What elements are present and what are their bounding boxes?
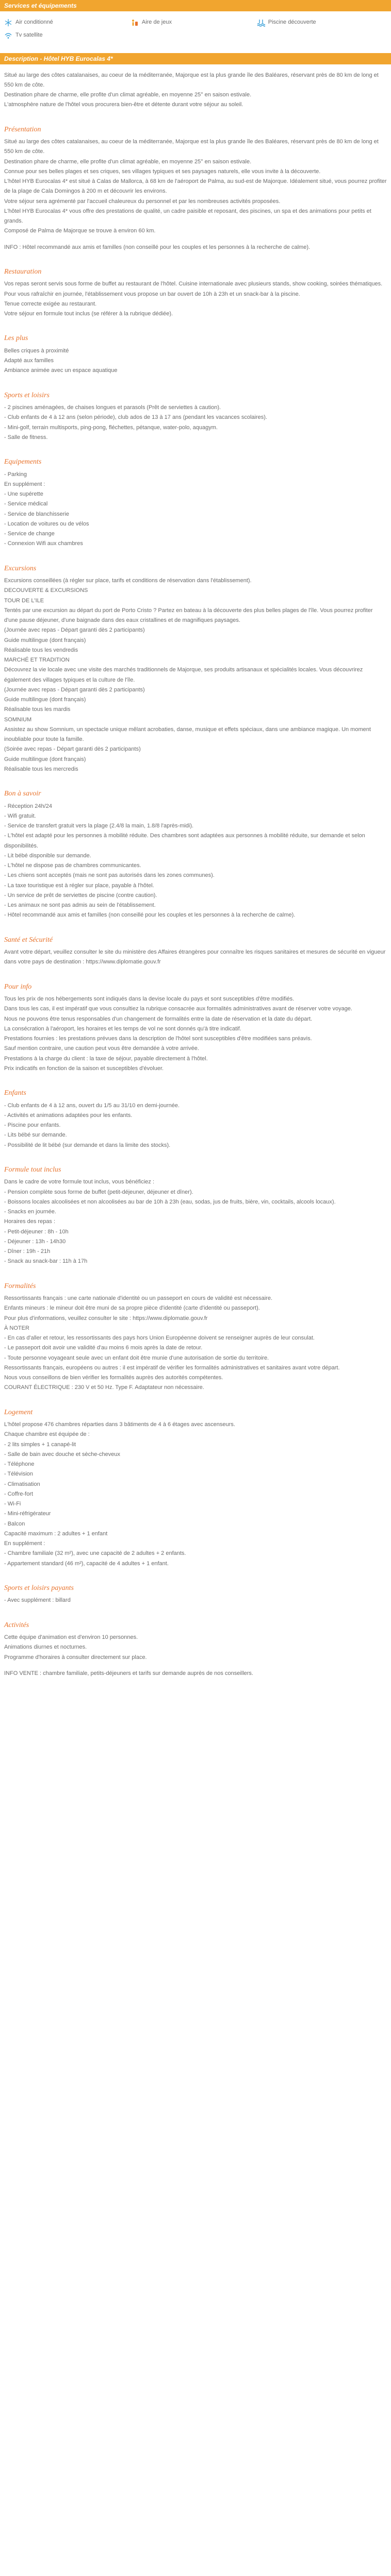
section-text: Guide multilingue (dont français) (4, 756, 86, 762)
section-text: (Soirée avec repas - Départ garanti dès 2 participants) (4, 746, 141, 753)
section-text: Connue pour ses belles plages et ses criques, ses villages typiques et ses paysages naturels, elle vous invite à la découverte. (4, 168, 321, 175)
section-text: - Club enfants de 4 à 12 ans (selon période), club ados de 13 à 17 ans (pendant les vacances scolaires). (4, 414, 267, 421)
section-text: Ambiance animée avec un espace aquatique (4, 367, 118, 374)
section-heading: Santé et Sécurité (4, 936, 53, 944)
section-heading: Excursions (4, 564, 37, 572)
service-label: Aire de jeux (141, 19, 172, 25)
description-content (0, 71, 391, 1685)
section-heading: Sports et loisirs payants (4, 1584, 74, 1592)
service-item (4, 18, 131, 27)
section-text: Assistez au show Somnium, un spectacle unique mêlant acrobaties, danse, musique et effets spéciaux, dans une ambiance magique. Un moment inoubliable pour toute la famille. (4, 726, 371, 742)
section-text: - L'hôtel ne dispose pas de chambres communicantes. (4, 862, 141, 869)
section-text: En supplément : (4, 1540, 45, 1547)
section-text: L'hôtel HYB Eurocalas 4* vous offre des prestations de qualité, un cadre paisible et reposant, des piscines, un spa et des animations pour petits et grands. (4, 208, 371, 224)
section-text: Destination phare de charme, elle profite d'un climat agréable, en moyenne 25° en saison estivale. (4, 92, 252, 98)
section-text: - Service de change (4, 531, 55, 537)
section-heading: Logement (4, 1408, 33, 1416)
section-text: Tentés par une excursion au départ du port de Porto Cristo ? Partez en bateau à la découverte des plus belles plages de l'île. Vous pourrez profiter d'une pause déjeuner, d'une baignade dans des eaux cristallines et de magnifiques paysages. (4, 607, 373, 623)
section-text: - Chambre familiale (32 m²), avec une capacité de 2 adultes + 2 enfants. (4, 1550, 186, 1557)
service-item (257, 18, 383, 27)
section-text: - 2 lits simples + 1 canapé-lit (4, 1441, 76, 1448)
section-heading: Présentation (4, 125, 41, 133)
section-spacer (4, 110, 387, 116)
section-spacer (4, 921, 387, 927)
section-text: Destination phare de charme, elle profite d'un climat agréable, en moyenne 25° en saison estivale. (4, 158, 252, 165)
section-heading: Pour info (4, 982, 32, 991)
pool-icon (257, 19, 265, 27)
section-text: Vos repas seront servis sous forme de buffet au restaurant de l'hôtel. Cuisine internationale avec plusieurs stands, show cooking, soirées thématiques. (4, 281, 383, 287)
snowflake-icon (4, 19, 12, 27)
section-text: En supplément : (4, 481, 45, 487)
section-text: - Les chiens sont acceptés (mais ne sont pas autorisés dans les zones communes). (4, 872, 215, 879)
section-spacer (4, 968, 387, 974)
section-heading: Restauration (4, 267, 42, 276)
section-spacer (4, 1606, 387, 1612)
section-text: - Toute personne voyageant seule avec un enfant doit être munie d'une autorisation de sortie du territoire. (4, 1354, 269, 1361)
description-title: Description - Hôtel HYB Eurocalas 4* (0, 53, 391, 64)
play-area-icon (131, 19, 139, 27)
section-heading: Les plus (4, 334, 28, 343)
section-text: - La taxe touristique est à régler sur place, payable à l'hôtel. (4, 882, 154, 889)
section-text: - Pension complète sous forme de buffet (petit-déjeuner, déjeuner et dîner). (4, 1189, 193, 1195)
section-text: - Location de voitures ou de vélos (4, 520, 89, 527)
section-text: - Mini-golf, terrain multisports, ping-pong, fléchettes, pétanque, water-polo, aquagym. (4, 424, 218, 431)
section-text: - Snack au snack-bar : 11h à 17h (4, 1258, 88, 1265)
service-label: Piscine découverte (268, 19, 316, 25)
section-text: DECOUVERTE & EXCURSIONS (4, 587, 88, 594)
section-heading: Formule tout inclus (4, 1165, 61, 1174)
section-spacer (4, 443, 387, 449)
section-text: Découvrez la vie locale avec une visite des marchés traditionnels de Majorque, ses produits artisanaux et spécialités locales. Vous découvrirez également des villages typiques et la culture de l'île. (4, 667, 363, 683)
section-text: - Piscine pour enfants. (4, 1122, 61, 1128)
section-text: Prestations à la charge du client : la taxe de séjour, payable directement à l'hôtel. (4, 1055, 208, 1062)
section-text: - 2 piscines aménagées, de chaises longues et parasols (Prêt de serviettes à caution). (4, 404, 221, 411)
section-text: - Appartement standard (46 m²), capacité de 4 adultes + 1 enfant. (4, 1560, 169, 1567)
section-text: - Téléphone (4, 1461, 35, 1467)
wifi-icon (4, 31, 12, 40)
section-spacer (4, 236, 387, 243)
section-text: (Journée avec repas - Départ garanti dès 2 participants) (4, 686, 145, 693)
section-text: La consécration à l'aéroport, les horaires et les temps de vol ne sont donnés qu'à titre indicatif. (4, 1025, 241, 1032)
section-text: - L'hôtel est adapté pour les personnes à mobilité réduite. Des chambres sont adaptées aux personnes à mobilité réduite, sur demande et selon disponibilités. (4, 833, 365, 849)
section-heading: Formalités (4, 1282, 36, 1290)
section-text: - Service de transfert gratuit vers la plage (2.4/8 la main, 1.8/8 l'après-midi). (4, 823, 194, 829)
section-text: Tous les prix de nos hébergements sont indiqués dans la devise locale du pays et sont susceptibles d'être modifiés. (4, 996, 295, 1002)
section-text: - Coffre-fort (4, 1490, 34, 1497)
section-text: Excursions conseillées (à régler sur place, tarifs et conditions de réservation dans l'établissement). (4, 578, 252, 584)
section-text: Horaires des repas : (4, 1218, 56, 1225)
section-text: - Lit bébé disponible sur demande. (4, 852, 91, 859)
section-text: - Un service de prêt de serviettes de piscine (contre caution). (4, 892, 157, 899)
section-text: Tenue correcte exigée au restaurant. (4, 300, 97, 307)
service-label: Tv satellite (15, 32, 43, 39)
section-text: - Réception 24h/24 (4, 803, 52, 809)
section-text: Nous ne pouvons être tenus responsables d'un changement de formalités entre la date de réservation et la date du départ. (4, 1015, 313, 1022)
section-text: - Balcon (4, 1520, 25, 1527)
section-text: - Une supérette (4, 491, 43, 497)
services-list (0, 18, 391, 44)
section-text: Pour vous rafraîchir en journée, l'établissement vous propose un bar ouvert de 10h à 23h et un snack-bar à la piscine. (4, 291, 300, 297)
section-text: Programme d'horaires à consulter directement sur place. (4, 1654, 147, 1660)
section-spacer (4, 1150, 387, 1157)
section-text: - Wifi gratuit. (4, 812, 36, 819)
section-text: MARCHÉ ET TRADITION (4, 657, 70, 663)
section-heading: Equipements (4, 458, 42, 466)
section-text: - Dîner : 19h - 21h (4, 1248, 51, 1255)
section-spacer (4, 1569, 387, 1575)
section-spacer (4, 1267, 387, 1273)
section-text: Prix indicatifs en fonction de la saison et susceptibles d'évoluer. (4, 1065, 164, 1072)
section-text: Guide multilingue (dont français) (4, 697, 86, 703)
section-text: Votre séjour sera agrémenté par l'accueil chaleureux du personnel et par les nombreuses activités proposées. (4, 198, 281, 205)
section-text: Prestations fournies : les prestations prévues dans la description de l'hôtel sont susceptibles d'être modifiées sans préavis. (4, 1036, 312, 1042)
section-spacer (4, 1663, 387, 1669)
section-heading: Sports et loisirs (4, 391, 50, 399)
section-text: INFO VENTE : chambre familiale, petits-déjeuners et tarifs sur demande auprès de nos conseillers. (4, 1670, 253, 1676)
section-spacer (4, 1679, 387, 1685)
service-item (131, 18, 257, 27)
section-text: - Service de blanchisserie (4, 511, 69, 517)
section-text: - Hôtel recommandé aux amis et familles (non conseillé pour les couples et les personnes à la recherche de calme). (4, 912, 296, 919)
section-text: TOUR DE L'ILE (4, 597, 44, 604)
section-text: - Petit-déjeuner : 8h - 10h (4, 1228, 69, 1235)
section-text: Dans tous les cas, il est impératif que vous consultiez la rubrique consacrée aux formalités administratives avant de réserver votre voyage. (4, 1006, 352, 1012)
section-text: - Connexion Wifi aux chambres (4, 540, 83, 547)
section-text: (Journée avec repas - Départ garanti dès 2 participants) (4, 627, 145, 634)
section-text: Avant votre départ, veuillez consulter le site du ministère des Affaires étrangères pour connaître les risques sanitaires et mesures de sécurité en vigueur dans votre pays de destination : https://www.diplomatie.gouv.fr (4, 949, 386, 965)
service-label: Air conditionné (15, 19, 53, 25)
section-text: Réalisable tous les mardis (4, 706, 71, 713)
section-text: - Avec supplément : billard (4, 1597, 71, 1604)
section-text: - Boissons locales alcoolisées et non alcoolisées au bar de 10h à 23h (eau, sodas, jus de fruits, bière, vin, cocktails, alcools locaux). (4, 1198, 336, 1205)
section-text: À NOTER (4, 1325, 29, 1331)
section-spacer (4, 376, 387, 382)
section-text: SOMNIUM (4, 716, 32, 723)
section-spacer (4, 319, 387, 325)
section-text: - Club enfants de 4 à 12 ans, ouvert du 1/5 au 31/10 en demi-journée. (4, 1102, 180, 1109)
section-text: Enfants mineurs : le mineur doit être muni de sa propre pièce d'identité (carte d'identité ou passeport). (4, 1305, 260, 1312)
section-text: Belles criques à proximité (4, 347, 69, 354)
section-spacer (4, 252, 387, 259)
section-text: Ressortissants français, européens ou autres : il est impératif de vérifier les formalités administratives et sanitaires avant votre départ. (4, 1364, 340, 1371)
section-text: L'hôtel HYB Eurocalas 4* est situé à Calas de Mallorca, à 68 km de l'aéroport de Palma, au sud-est de Majorque. Idéalement situé, vous pourrez profiter de la plage de Cala Domingos à 200 m et découvrir les environs. (4, 178, 387, 195)
section-text: COURANT ÉLECTRIQUE : 230 V et 50 Hz. Type F. Adaptateur non nécessaire. (4, 1384, 204, 1391)
section-text: Nous vous conseillons de bien vérifier les formalités auprès des autorités compétentes. (4, 1375, 223, 1381)
section-text: - Lits bébé sur demande. (4, 1132, 67, 1139)
section-text: - Snacks en journée. (4, 1209, 56, 1215)
section-heading: Activités (4, 1621, 29, 1629)
section-text: - Déjeuner : 13h - 14h30 (4, 1238, 66, 1245)
section-text: Situé au large des côtes catalanaises, au coeur de la méditerranée, Majorque est la plus grande île des Baléares, réservant près de 80 km de long et 550 km de côte. (4, 72, 379, 88)
section-text: Réalisable tous les vendredis (4, 647, 78, 653)
service-item (4, 30, 131, 40)
section-text: - Salle de fitness. (4, 434, 48, 440)
section-text: - Service médical (4, 501, 48, 507)
section-text: Chaque chambre est équipée de : (4, 1431, 90, 1438)
section-text: - Le passeport doit avoir une validité d'au moins 6 mois après la date de retour. (4, 1345, 203, 1351)
section-heading: Enfants (4, 1089, 26, 1097)
section-text: L'hôtel propose 476 chambres réparties dans 3 bâtiments de 4 à 6 étages avec ascenseurs. (4, 1421, 235, 1428)
section-text: L'atmosphère nature de l'hôtel vous procurera bien-être et détente durant votre séjour au soleil. (4, 101, 243, 108)
section-text: Cette équipe d'animation est d'environ 10 personnes. (4, 1634, 138, 1640)
section-text: Votre séjour en formule tout inclus (se référer à la rubrique dédiée). (4, 311, 173, 317)
section-heading: Bon à savoir (4, 790, 41, 798)
services-title: Services et équipements (0, 0, 391, 11)
section-text: - En cas d'aller et retour, les ressortissants des pays hors Union Européenne doivent se renseigner auprès de leur consulat. (4, 1335, 315, 1341)
section-text: - Wi-Fi (4, 1501, 21, 1507)
section-spacer (4, 774, 387, 781)
section-text: Réalisable tous les mercredis (4, 766, 78, 772)
section-text: Composé de Palma de Majorque se trouve à environ 60 km. (4, 228, 156, 234)
section-text: - Télévision (4, 1471, 34, 1478)
section-text: - Salle de bain avec douche et sèche-cheveux (4, 1451, 121, 1458)
section-text: - Activités et animations adaptées pour les enfants. (4, 1112, 133, 1118)
section-text: Dans le cadre de votre formule tout inclus, vous bénéficiez : (4, 1179, 155, 1185)
section-text: Adapté aux familles (4, 358, 54, 364)
section-text: Ressortissants français : une carte nationale d'identité ou un passeport en cours de validité est nécessaire. (4, 1295, 273, 1301)
section-text: - Possibilité de lit bébé (sur demande et dans la limite des stocks). (4, 1142, 171, 1148)
section-spacer (4, 1074, 387, 1080)
section-text: Sauf mention contraire, une caution peut vous être demandée à votre arrivée. (4, 1045, 199, 1052)
section-text: - Les animaux ne sont pas admis au sein de l'établissement. (4, 902, 156, 908)
section-text: - Climatisation (4, 1481, 40, 1487)
section-text: - Mini-réfrigérateur (4, 1511, 51, 1517)
section-text: - Parking (4, 471, 27, 478)
section-text: Capacité maximum : 2 adultes + 1 enfant (4, 1530, 108, 1537)
section-spacer (4, 549, 387, 555)
section-text: Situé au large des côtes catalanaises, au coeur de la méditerranée, Majorque est la plus grande île des Baléares, réservant près de 80 km de long et 550 km de côte. (4, 139, 379, 155)
section-text: INFO : Hôtel recommandé aux amis et familles (non conseillé pour les couples et les personnes à la recherche de calme). (4, 244, 311, 250)
section-text: Pour plus d'informations, veuillez consulter le site : https://www.diplomatie.gouv.fr (4, 1315, 208, 1321)
section-text: Guide multilingue (dont français) (4, 637, 86, 643)
section-spacer (4, 1393, 387, 1399)
section-text: Animations diurnes et nocturnes. (4, 1644, 87, 1651)
